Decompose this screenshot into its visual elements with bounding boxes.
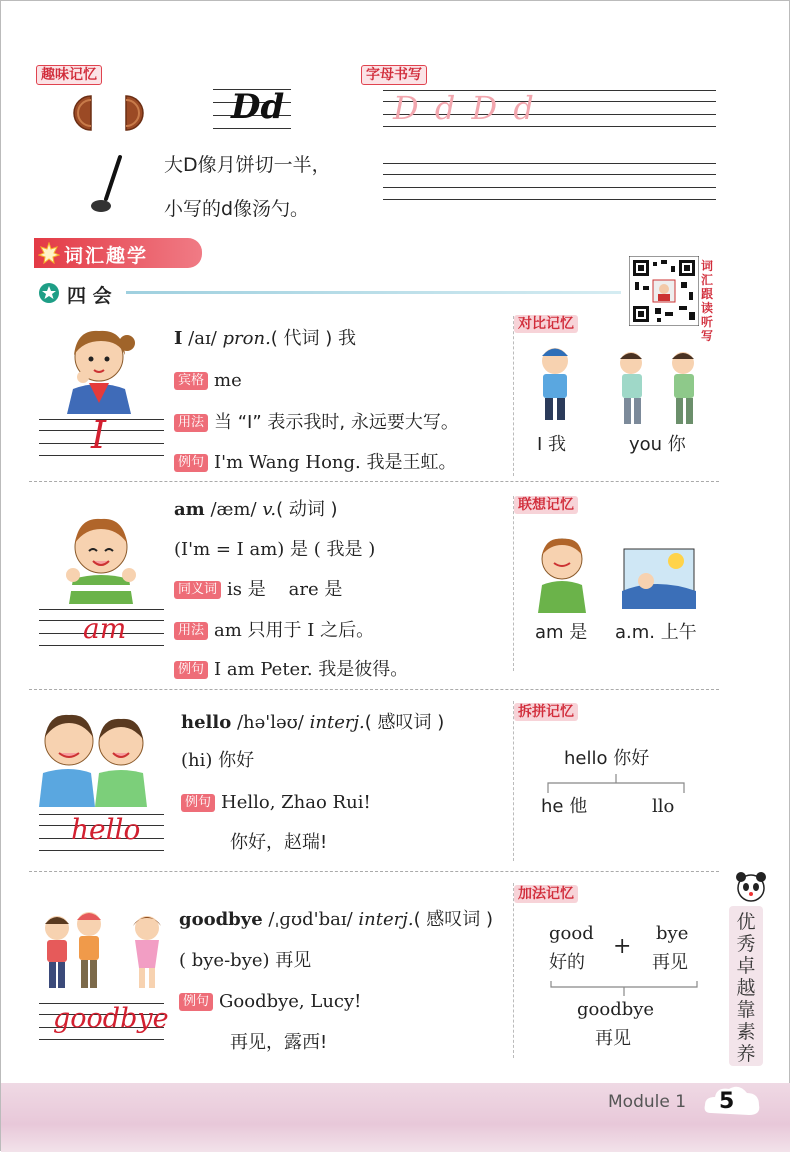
memory-good-zh: 好的 [549,952,585,973]
word-hello-heading [181,711,444,735]
pos-chinese: ( 感叹词 ) [413,909,494,930]
qr-code[interactable] [629,256,699,326]
part-of-speech: v. [262,499,277,520]
word-am-heading [174,498,338,522]
spoon-icon [87,154,127,216]
line-text: 当 “I” 表示我时, 永远要大写。 [214,412,459,433]
letter-guide: D d D d [393,89,537,127]
row-separator [29,689,719,690]
two-boys-hello-illustration [29,707,154,807]
label-badge: 例句 [181,794,215,812]
phonetic: /hə'ləʊ/ [236,712,304,733]
handwriting-goodbye: goodbye [53,1003,169,1034]
word-goodbye-line2: ( bye-bye) 再见 [179,950,312,971]
word-goodbye-example [179,990,361,1014]
rhyme-line-1: 大D像月饼切一半， [164,154,331,176]
row-separator [29,871,719,872]
side-char: 卓 [736,955,756,977]
word-I-line3 [174,451,456,475]
star-badge-icon [38,282,60,304]
side-char: 靠 [736,999,756,1021]
word-am-line2: (I'm = I am) 是 ( 我是 ) [174,539,376,560]
letter-display: Dd [231,87,285,127]
handwriting-lines-am [39,609,164,659]
mooncake-icon [71,94,151,132]
word-hello-example [181,791,371,815]
memory-you: you 你 [629,434,686,455]
part-of-speech: interj. [358,909,414,930]
word-hello-example-translation: 你好，赵瑞! [230,832,328,853]
fun-memory-tag: 趣味记忆 [36,65,102,85]
section-banner [34,238,202,268]
boy-am-illustration [61,509,141,604]
column-divider-1 [513,316,514,476]
letter-grid [213,89,291,133]
word-am-line-example [174,658,408,682]
column-divider-4 [513,883,514,1058]
word-goodbye-example-translation: 再见，露西! [230,1032,328,1053]
line-text: me [214,370,242,391]
part-of-speech: interj. [309,712,365,733]
memory-am: am 是 [535,622,588,643]
handwriting-I: I [91,413,107,457]
qr-caption: 词汇跟读 听写 [701,259,714,343]
addition-bracket [549,979,699,997]
headword: am [174,499,205,520]
children-goodbye-illustration [39,906,169,996]
subsection-rule [126,291,621,294]
line-text: I am Peter. 我是彼得。 [214,659,409,680]
line-text: am 只用于 I 之后。 [214,620,375,641]
handwriting-am: am [83,612,127,645]
column-divider-3 [513,701,514,861]
memory-good-en: good [549,923,594,944]
label-badge: 用法 [174,622,208,640]
handwriting-hello: hello [71,813,141,846]
memory-tag-associate: 联想记忆 [514,496,578,514]
page-number: 5 [719,1089,735,1114]
line-text: Goodbye, Lucy! [219,991,362,1012]
handwriting-lines-I [39,413,164,469]
word-goodbye-heading [179,908,493,932]
column-divider-2 [513,496,514,671]
maple-leaf-icon [38,242,60,264]
memory-goodbye-zh: 再见 [595,1028,631,1049]
word-am-line-usage [174,619,374,643]
side-char: 越 [736,977,756,999]
side-char: 秀 [736,933,756,955]
line-text: is 是 are 是 [227,579,343,600]
word-I-heading [174,327,356,351]
headword: goodbye [179,909,263,930]
word-am-line-synonym [174,578,342,602]
side-char: 素 [736,1021,756,1043]
letter-writing-tag: 字母书写 [361,65,427,85]
label-badge: 例句 [179,993,213,1011]
memory-bye-zh: 再见 [652,952,688,973]
label-badge: 例句 [174,661,208,679]
phonetic: /aɪ/ [188,328,217,349]
memory-tag-split: 拆拼记忆 [514,703,578,721]
memory-goodbye-en: goodbye [577,999,655,1020]
handwriting-lines-goodbye [39,1003,169,1053]
line-text: I'm Wang Hong. 我是王虹。 [214,452,457,473]
girl-illustration [59,319,139,414]
memory-hello-whole: hello 你好 [564,748,650,769]
label-badge: 同义词 [174,581,221,599]
memory-am-time: a.m. 上午 [615,622,697,643]
panda-mascot-icon [734,871,768,903]
phonetic: /ˌɡʊd'baɪ/ [268,909,353,930]
memory-bye-en: bye [656,923,689,944]
side-char: 优 [736,911,756,933]
subsection-title: 四 会 [67,285,112,307]
handwriting-lines-hello [39,814,164,864]
pos-chinese: ( 感叹词 ) [364,712,445,733]
memory-tag-compare: 对比记忆 [514,315,578,333]
module-label: Module 1 [608,1092,687,1112]
label-badge: 用法 [174,414,208,432]
word-hello-line2: (hi) 你好 [181,750,255,771]
boys-compare-illustration [533,341,703,429]
letter-writing-lines [383,90,716,215]
section-title: 词汇趣学 [64,245,149,267]
memory-he: he 他 [541,796,588,817]
pos-chinese: ( 代词 ) 我 [270,328,357,349]
word-I-line1 [174,369,242,393]
am-association-illustration [526,533,706,613]
label-badge: 宾格 [174,372,208,390]
memory-plus: + [613,934,632,959]
line-text: Hello, Zhao Rui! [221,792,371,813]
rhyme-line-2: 小写的d像汤勺。 [164,198,310,220]
phonetic: /æm/ [210,499,257,520]
part-of-speech: pron. [222,328,271,349]
pos-chinese: ( 动词 ) [276,499,338,520]
row-separator [29,481,719,482]
memory-llo: llo [652,796,675,817]
memory-I: I 我 [537,434,567,455]
side-char: 养 [736,1043,756,1065]
headword: hello [181,712,232,733]
split-bracket [546,773,686,795]
headword: I [174,328,183,349]
label-badge: 例句 [174,454,208,472]
memory-tag-addition: 加法记忆 [514,885,578,903]
word-I-line2 [174,411,459,435]
